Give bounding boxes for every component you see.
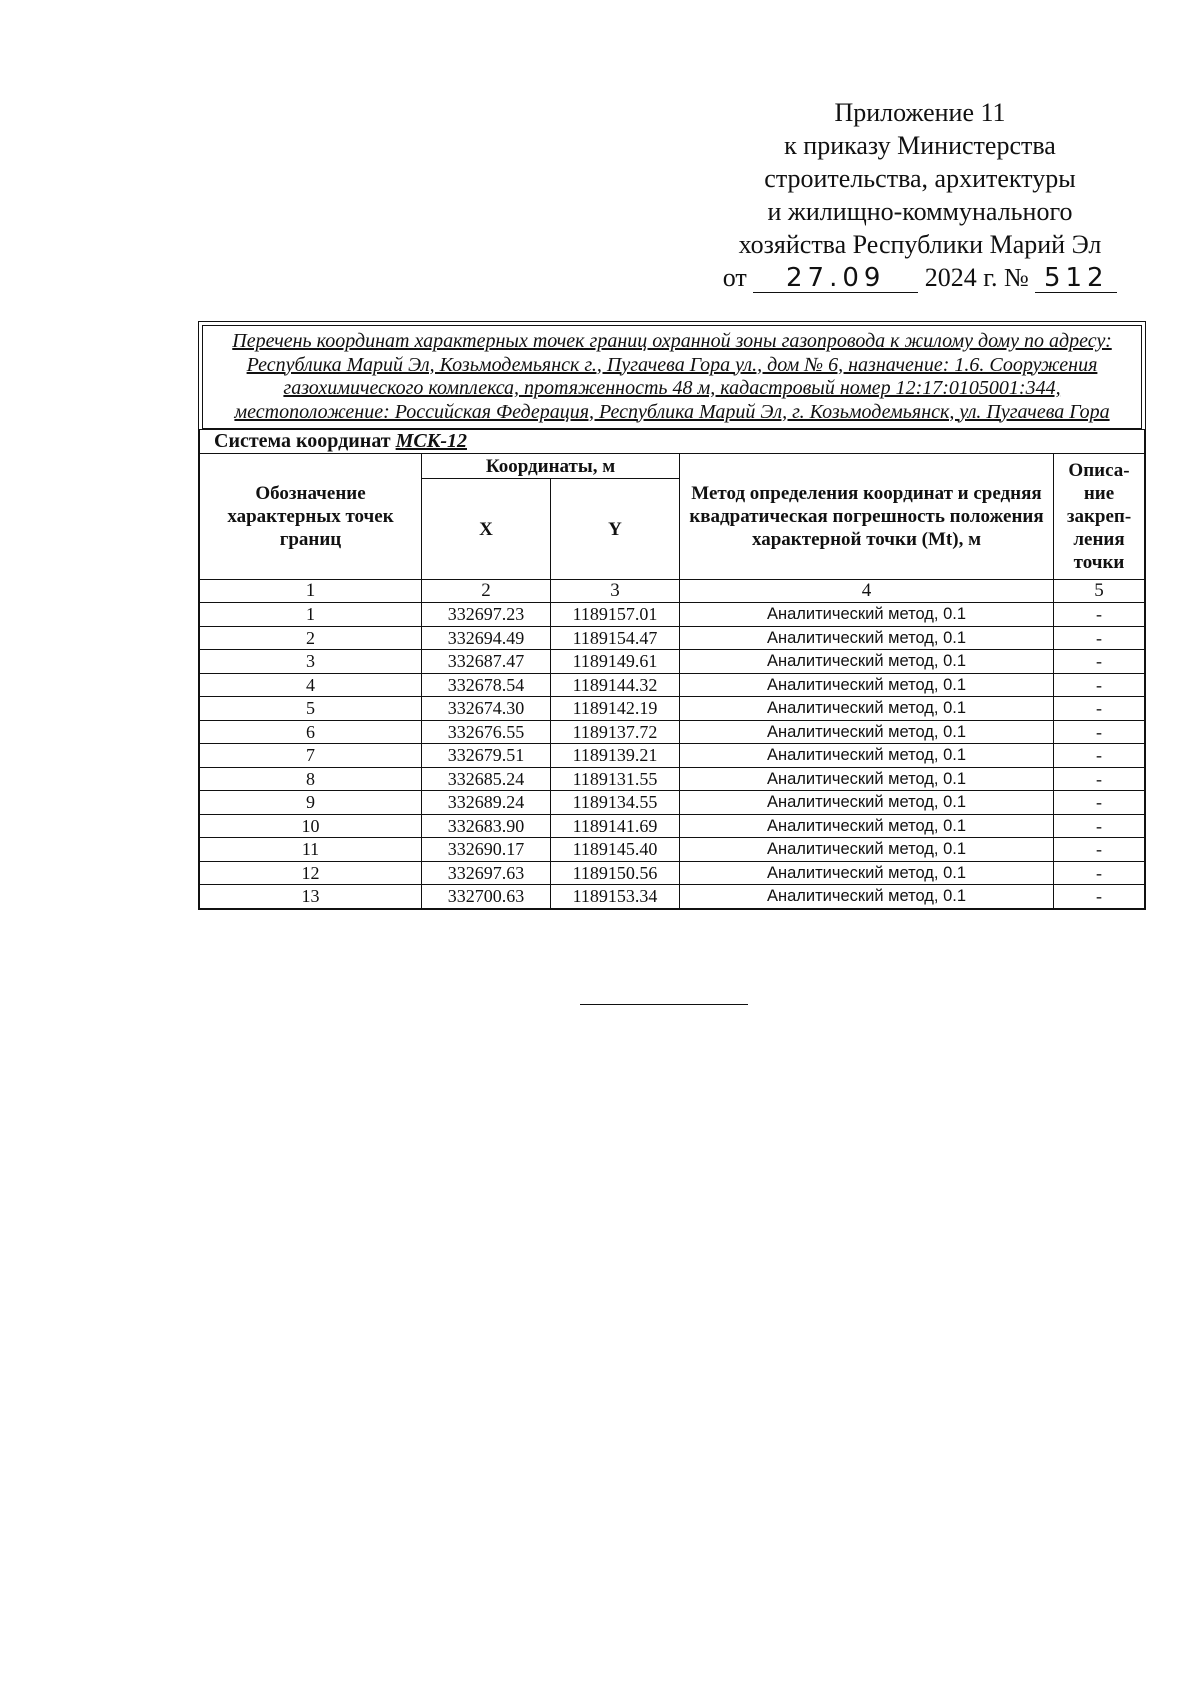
handwritten-date: 27.09 (753, 264, 918, 293)
table-row (200, 744, 1145, 768)
cell-description: - (1054, 838, 1145, 862)
cell-y: 1189141.69 (551, 814, 680, 838)
table-caption: Перечень координат характерных точек границ охранной зоны газопровода к жилому дому по адресу: Республика Марий Эл, Козьмодемьянск г., Пугачева Гора ул., дом № 6, назначение: 1.6. Сооружения газохимического комплекса, протяженность 48 м, кадастровый номер 12:17:0105001:344, местоположение: Российская Федерация, Республика Марий Эл, г. Козьмодемьянск, ул. Пугачева Гора (202, 325, 1142, 429)
header-x: X (422, 479, 551, 580)
cell-x: 332700.63 (422, 885, 551, 909)
handwritten-order-number: 512 (1035, 264, 1117, 293)
cell-method: Аналитический метод, 0.1 (680, 861, 1054, 885)
coordinates-table (199, 429, 1145, 909)
table-row (200, 814, 1145, 838)
cell-point: 7 (200, 744, 422, 768)
column-number: 3 (551, 580, 680, 603)
cell-y: 1189154.47 (551, 626, 680, 650)
appendix-block (700, 96, 1140, 294)
cell-method: Аналитический метод, 0.1 (680, 885, 1054, 909)
order-date-line (700, 261, 1140, 294)
column-number: 4 (680, 580, 1054, 603)
cell-y: 1189149.61 (551, 650, 680, 674)
cell-description: - (1054, 885, 1145, 909)
cell-x: 332676.55 (422, 720, 551, 744)
cell-description: - (1054, 814, 1145, 838)
cell-description: - (1054, 720, 1145, 744)
cell-description: - (1054, 673, 1145, 697)
appendix-line: строительства, архитектуры (764, 164, 1076, 193)
cell-x: 332674.30 (422, 697, 551, 721)
header-description: Описа-ние закреп-ления точки (1054, 454, 1145, 580)
appendix-line: и жилищно-коммунального (767, 197, 1073, 226)
cell-point: 11 (200, 838, 422, 862)
cell-x: 332685.24 (422, 767, 551, 791)
cell-method: Аналитический метод, 0.1 (680, 626, 1054, 650)
column-number: 5 (1054, 580, 1145, 603)
cell-description: - (1054, 744, 1145, 768)
coord-system-label: Система координат (214, 430, 391, 452)
header-point: Обозначение характерных точек границ (200, 454, 422, 580)
cell-x: 332689.24 (422, 791, 551, 815)
cell-point: 3 (200, 650, 422, 674)
cell-point: 5 (200, 697, 422, 721)
cell-method: Аналитический метод, 0.1 (680, 791, 1054, 815)
appendix-line: к приказу Министерства (784, 131, 1056, 160)
column-number: 2 (422, 580, 551, 603)
cell-description: - (1054, 791, 1145, 815)
cell-y: 1189157.01 (551, 603, 680, 627)
table-row (200, 885, 1145, 909)
table-row (200, 673, 1145, 697)
cell-point: 9 (200, 791, 422, 815)
appendix-line: хозяйства Республики Марий Эл (738, 230, 1102, 259)
coord-system-value: МСК-12 (395, 430, 467, 452)
cell-method: Аналитический метод, 0.1 (680, 767, 1054, 791)
coordinates-sheet (198, 321, 1146, 910)
cell-description: - (1054, 861, 1145, 885)
cell-y: 1189131.55 (551, 767, 680, 791)
header-y: Y (551, 479, 680, 580)
table-row (200, 720, 1145, 744)
cell-point: 10 (200, 814, 422, 838)
cell-point: 8 (200, 767, 422, 791)
column-number-row (200, 580, 1145, 603)
cell-y: 1189150.56 (551, 861, 680, 885)
cell-x: 332694.49 (422, 626, 551, 650)
table-row (200, 697, 1145, 721)
cell-method: Аналитический метод, 0.1 (680, 673, 1054, 697)
cell-method: Аналитический метод, 0.1 (680, 720, 1054, 744)
year-number-label: 2024 г. № (924, 263, 1029, 292)
cell-x: 332678.54 (422, 673, 551, 697)
table-row (200, 650, 1145, 674)
cell-method: Аналитический метод, 0.1 (680, 814, 1054, 838)
cell-point: 6 (200, 720, 422, 744)
table-body (200, 603, 1145, 909)
cell-method: Аналитический метод, 0.1 (680, 744, 1054, 768)
cell-method: Аналитический метод, 0.1 (680, 650, 1054, 674)
cell-point: 4 (200, 673, 422, 697)
cell-y: 1189134.55 (551, 791, 680, 815)
table-row (200, 767, 1145, 791)
cell-description: - (1054, 650, 1145, 674)
table-row (200, 603, 1145, 627)
header-coords: Координаты, м (422, 454, 680, 479)
cell-y: 1189144.32 (551, 673, 680, 697)
header-row (200, 454, 1145, 479)
end-divider (580, 1004, 748, 1005)
cell-x: 332679.51 (422, 744, 551, 768)
cell-point: 12 (200, 861, 422, 885)
from-label: от (722, 263, 747, 292)
cell-method: Аналитический метод, 0.1 (680, 603, 1054, 627)
header-method: Метод определения координат и средняя квадратическая погрешность положения характерной точки (Mt), м (680, 454, 1054, 580)
table-row (200, 626, 1145, 650)
cell-y: 1189153.34 (551, 885, 680, 909)
coord-system-row (200, 430, 1145, 454)
cell-y: 1189145.40 (551, 838, 680, 862)
cell-description: - (1054, 603, 1145, 627)
cell-x: 332697.23 (422, 603, 551, 627)
column-number: 1 (200, 580, 422, 603)
cell-point: 1 (200, 603, 422, 627)
cell-x: 332690.17 (422, 838, 551, 862)
cell-description: - (1054, 697, 1145, 721)
cell-method: Аналитический метод, 0.1 (680, 697, 1054, 721)
cell-x: 332697.63 (422, 861, 551, 885)
cell-description: - (1054, 626, 1145, 650)
cell-y: 1189137.72 (551, 720, 680, 744)
cell-description: - (1054, 767, 1145, 791)
cell-point: 13 (200, 885, 422, 909)
cell-method: Аналитический метод, 0.1 (680, 838, 1054, 862)
table-row (200, 861, 1145, 885)
table-row (200, 838, 1145, 862)
table-row (200, 791, 1145, 815)
cell-x: 332687.47 (422, 650, 551, 674)
cell-x: 332683.90 (422, 814, 551, 838)
cell-y: 1189142.19 (551, 697, 680, 721)
cell-point: 2 (200, 626, 422, 650)
cell-y: 1189139.21 (551, 744, 680, 768)
appendix-title: Приложение 11 (834, 98, 1006, 127)
